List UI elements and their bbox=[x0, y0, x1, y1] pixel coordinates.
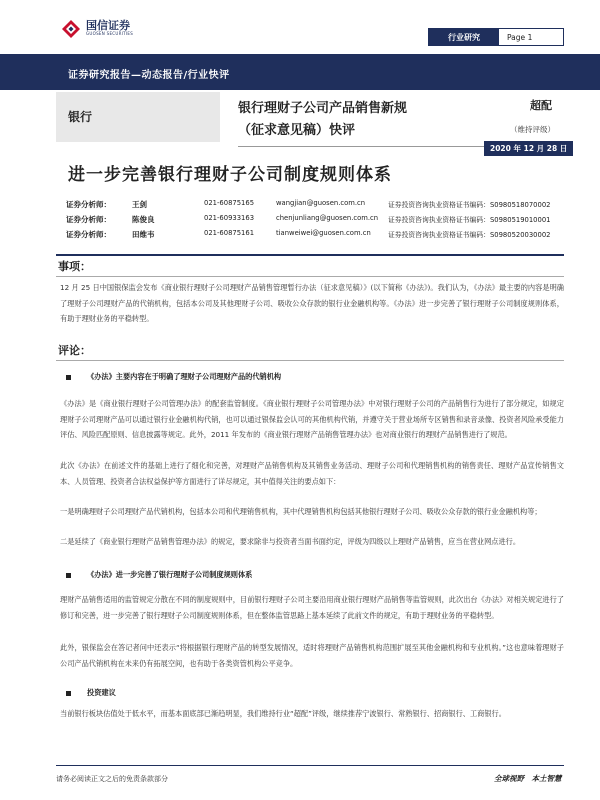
analyst-email[interactable]: wangjian@guosen.com.cn bbox=[276, 199, 366, 207]
report-category: 证券研究报告—动态报告/行业快评 bbox=[68, 70, 230, 81]
bullet-heading-text: 《办法》主要内容在于明确了理财子公司理财产品的代销机构 bbox=[87, 372, 282, 381]
analyst-role: 证券分析师： bbox=[66, 200, 111, 209]
analyst-row bbox=[66, 227, 566, 242]
square-bullet-icon bbox=[66, 573, 71, 578]
body-paragraph: 此外，银保监会在答记者问中还表示“将根据银行理财产品的转型发展情况，适时将理财产品销售机构范围扩展至其他金融机构和专业机构。”这也意味着理财子公司产品代销机构在未来仍有拓展空间，也有助于各类资管机构公平竞争。 bbox=[60, 643, 564, 668]
analyst-cert: 证券投资咨询执业资格证书编码：S0980520030002 bbox=[388, 231, 551, 239]
page-number: 1 bbox=[527, 32, 533, 42]
bullet-heading bbox=[66, 570, 252, 580]
body-paragraph: 理财产品销售适用的监管规定分散在不同的制度规则中，目前银行理财子公司主要沿用商业银行理财产品销售等监管规则，此次出台《办法》对相关规定进行了修订和完善，进一步完善了银行理财子公司制度规则体系，但在整体监管思路上基本延续了此前文件的规定，有助于理财业务的平稳转型。 bbox=[60, 595, 564, 620]
report-type-tag: 行业研究 bbox=[429, 29, 499, 45]
analyst-phone: 021-60875165 bbox=[204, 199, 255, 207]
analyst-name: 田维韦 bbox=[132, 230, 155, 239]
bullet-heading bbox=[66, 688, 116, 698]
analyst-name: 陈俊良 bbox=[132, 215, 155, 224]
rating-label: 超配 bbox=[530, 99, 552, 112]
analyst-email[interactable]: tianweiwei@guosen.com.cn bbox=[276, 229, 371, 237]
body-paragraph: 二是延续了《商业银行理财产品销售管理办法》的规定，要求除非与投资者当面书面约定，评级为四级以上理财产品销售，应当在营业网点进行。 bbox=[60, 537, 521, 546]
analyst-row bbox=[66, 212, 566, 227]
body-paragraph: 此次《办法》在前述文件的基础上进行了细化和完善，对理财产品销售机构及其销售业务活动、理财子公司和代理销售机构的销售责任、理财产品宣传销售文本、人员管理、投资者合法权益保护等方面进行了详尽规定，其中值得关注的要点如下： bbox=[60, 461, 564, 486]
page-label: Page bbox=[507, 32, 526, 42]
analyst-email[interactable]: chenjunliang@guosen.com.cn bbox=[276, 214, 379, 222]
header-tag-box bbox=[428, 28, 564, 46]
report-title bbox=[238, 98, 498, 142]
body-paragraph: 《办法》是《商业银行理财子公司管理办法》的配套监管制度。《商业银行理财子公司管理办法》中对银行理财子公司的产品销售行为进行了部分规定，如规定理财子公司理财产品可以通过银行业金融机构代销，也可以通过银保监会认可的其他机构代销，并遵守关于营业场所专区销售和录音录像、投资者风险承受能力评估、风险匹配原则、信息披露等规定。此外，2011 年发布的《商业银行理财产品销售管理办法》也对商业银行的理财产品销售进行了规范。 bbox=[60, 399, 564, 439]
footer-slogan: 全球视野 本土智慧 bbox=[494, 774, 562, 783]
body-paragraph: 当前银行板块估值处于低水平，而基本面底部已渐趋明显，我们维持行业“超配”评级，继续推荐宁波银行、常熟银行、招商银行、工商银行。 bbox=[60, 709, 506, 718]
event-paragraph: 12 月 25 日中国银保监会发布《商业银行理财子公司理财产品销售管理暂行办法（征求意见稿）》(以下简称《办法》)。我们认为，《办法》最主要的内容是明确了理财子公司理财产品的代销机构，包括本公司及其他理财子公司、吸收公众存款的银行业金融机构等。《办法》进一步完善了银行理财子公司制度规则体系，有助于理财业务的平稳转型。 bbox=[60, 283, 564, 323]
page-title: 进一步完善银行理财子公司制度规则体系 bbox=[68, 165, 392, 185]
logo-text: 国信证券 bbox=[86, 19, 130, 32]
bullet-heading-text: 投资建议 bbox=[87, 688, 116, 697]
report-date: 2020 年 12 月 28 日 bbox=[484, 141, 573, 156]
logo-subtext: GUOSEN SECURITIES bbox=[86, 31, 134, 36]
section-heading: 评论： bbox=[58, 344, 91, 357]
bullet-heading bbox=[66, 372, 281, 382]
analyst-role: 证券分析师： bbox=[66, 215, 111, 224]
divider bbox=[56, 360, 564, 361]
square-bullet-icon bbox=[66, 375, 71, 380]
rating-note: （维持评级） bbox=[510, 125, 555, 134]
page-indicator bbox=[499, 29, 563, 45]
analyst-name: 王剑 bbox=[132, 200, 147, 209]
divider bbox=[56, 276, 564, 277]
report-title-line1: 银行理财子公司产品销售新规 bbox=[238, 101, 408, 116]
sector-label: 银行 bbox=[68, 110, 93, 124]
analyst-list bbox=[66, 197, 566, 242]
analyst-cert: 证券投资咨询执业资格证书编码：S0980518070002 bbox=[388, 201, 551, 209]
bullet-heading-text: 《办法》进一步完善了银行理财子公司制度规则体系 bbox=[87, 570, 253, 579]
analyst-row bbox=[66, 197, 566, 212]
square-bullet-icon bbox=[66, 691, 71, 696]
report-title-line2: （征求意见稿）快评 bbox=[238, 123, 356, 138]
footer-divider bbox=[56, 765, 564, 766]
divider bbox=[56, 254, 564, 256]
guosen-logo-icon bbox=[60, 18, 82, 40]
body-paragraph: 一是明确理财子公司理财产品代销机构，包括本公司和代理销售机构，其中代理销售机构包括其他银行理财子公司、吸收公众存款的银行业金融机构等； bbox=[60, 507, 542, 516]
footer-disclaimer: 请务必阅读正文之后的免责条款部分 bbox=[56, 775, 168, 783]
analyst-phone: 021-60933163 bbox=[204, 214, 255, 222]
analyst-role: 证券分析师： bbox=[66, 230, 111, 239]
section-heading: 事项： bbox=[58, 260, 91, 273]
analyst-phone: 021-60875161 bbox=[204, 229, 255, 237]
analyst-cert: 证券投资咨询执业资格证书编码：S0980519010001 bbox=[388, 216, 551, 224]
